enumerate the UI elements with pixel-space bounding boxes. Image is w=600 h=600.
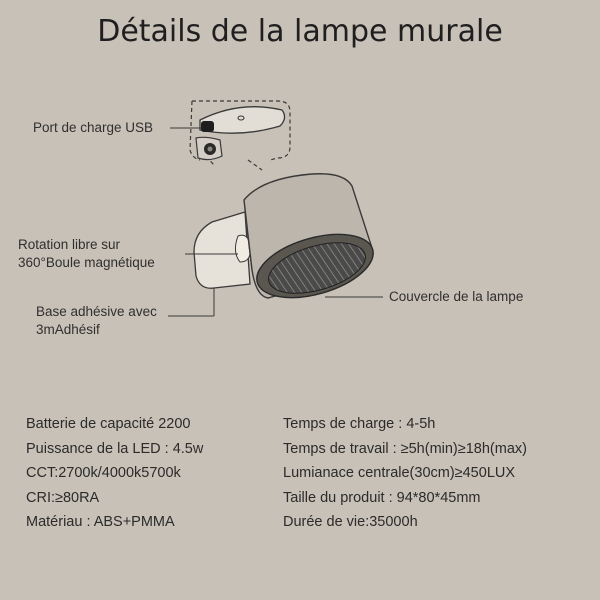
- page-title: Détails de la lampe murale: [97, 14, 503, 49]
- spec-item: Temps de charge : 4-5h: [283, 416, 436, 432]
- spec-item: Lumianace centrale(30cm)≥450LUX: [283, 465, 516, 482]
- callout-cover: Couvercle de la lampe: [389, 289, 524, 304]
- callout-rotation-line2: 360°Boule magnétique: [18, 255, 155, 270]
- callout-base: [36, 303, 157, 339]
- usb-port-icon: [201, 121, 214, 132]
- usb-top-disc: [200, 107, 285, 134]
- spec-item: Puissance de la LED : 4.5w: [26, 440, 204, 457]
- spec-item: CCT:2700k/4000k5700k: [26, 465, 181, 482]
- spec-item: CRI:≥80RA: [26, 489, 100, 506]
- adhesive-base: [194, 212, 250, 316]
- specs-right-column: [283, 412, 527, 535]
- callout-usb: Port de charge USB: [33, 120, 154, 135]
- spec-item: Matériau : ABS+PMMA: [26, 514, 175, 531]
- specs-left-column: [26, 412, 203, 535]
- spec-item: Taille du produit : 94*80*45mm: [283, 489, 481, 506]
- usb-lower-piece: [196, 137, 222, 159]
- callout-rotation-line1: Rotation libre sur: [18, 237, 121, 252]
- callout-rotation: [18, 236, 155, 272]
- callout-base-line2: 3mAdhésif: [36, 322, 100, 337]
- spec-item: Batterie de capacité 2200: [26, 416, 191, 432]
- callout-base-line1: Base adhésive avec: [36, 304, 157, 319]
- spec-item: Temps de travail : ≥5h(min)≥18h(max): [283, 440, 527, 457]
- spec-item: Durée de vie:35000h: [283, 514, 418, 531]
